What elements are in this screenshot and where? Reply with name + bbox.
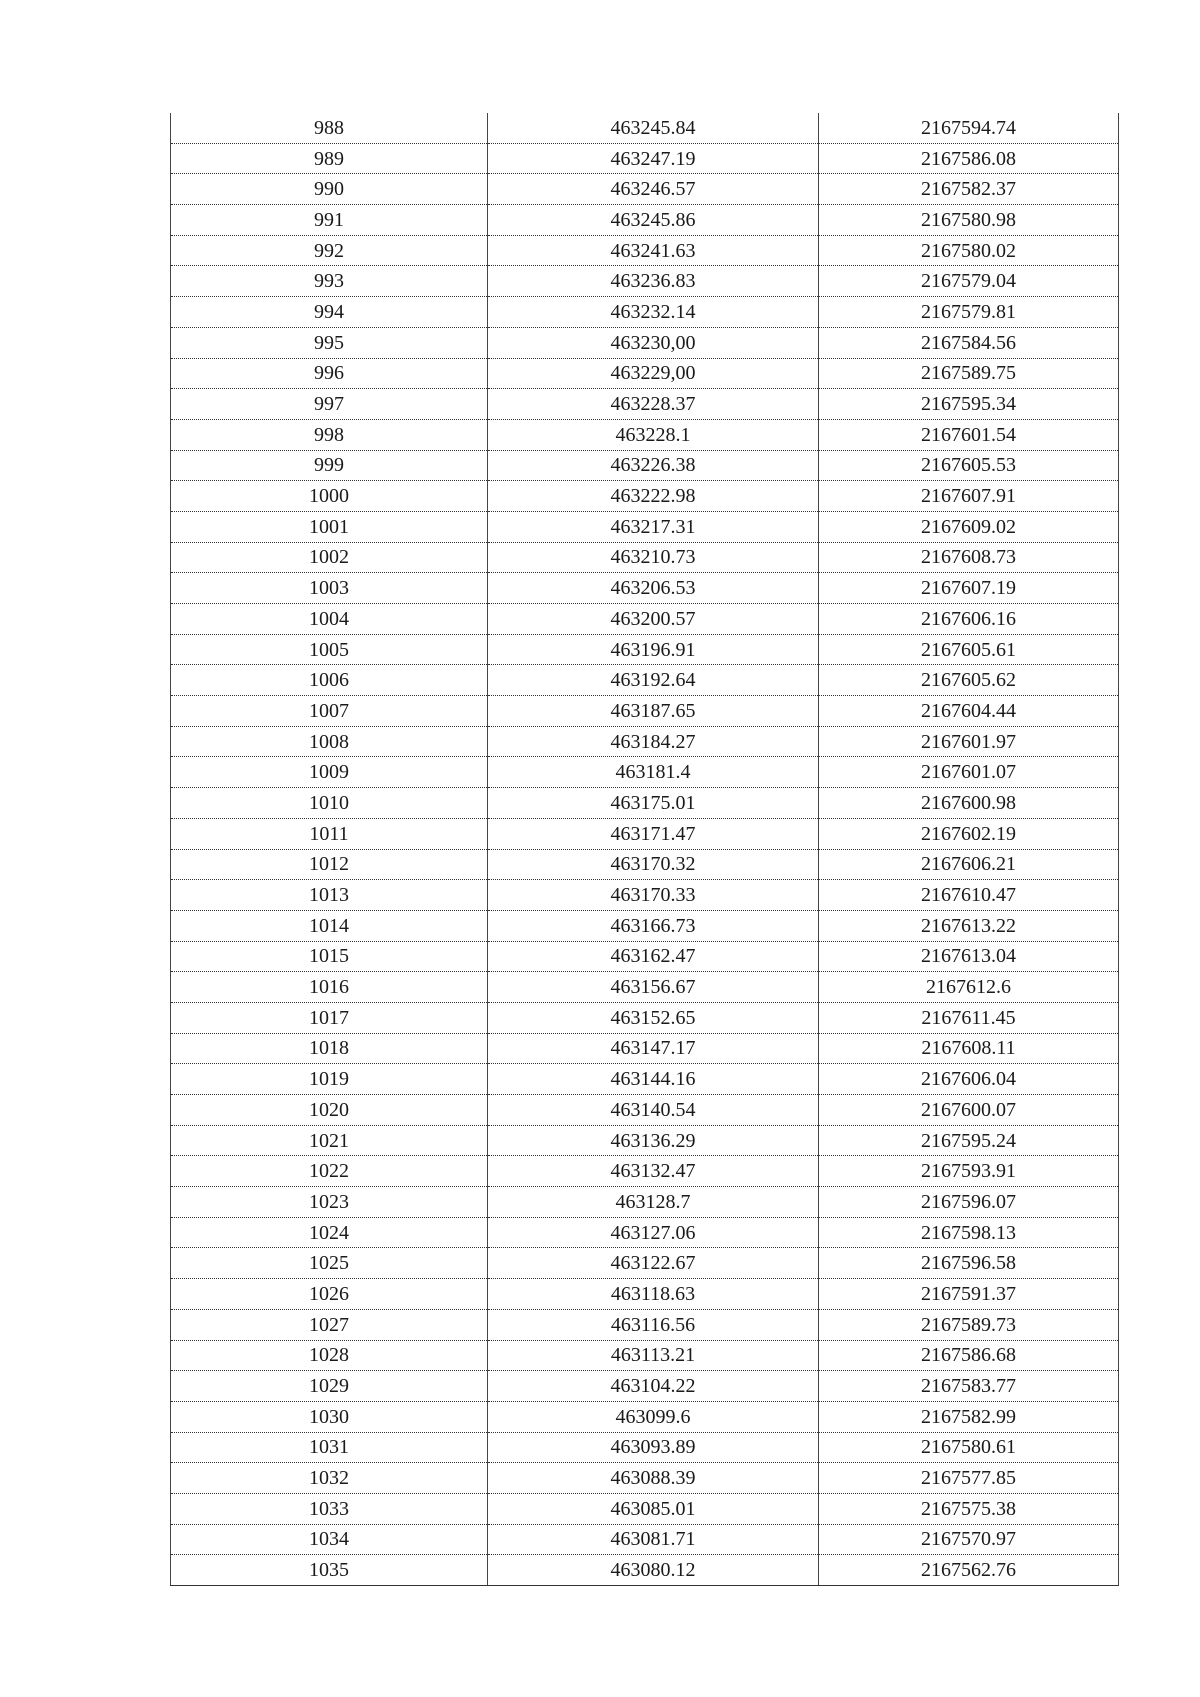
table-row [171,1401,1119,1432]
x-coordinate-cell: 463118.63 [488,1279,819,1310]
y-coordinate-cell: 2167582.37 [819,174,1119,205]
table-row [171,1187,1119,1218]
y-coordinate-cell: 2167594.74 [819,113,1119,143]
point-number-cell: 1027 [171,1309,488,1340]
table-row [171,1493,1119,1524]
y-coordinate-cell: 2167600.98 [819,788,1119,819]
x-coordinate-cell: 463116.56 [488,1309,819,1340]
table-row [171,450,1119,481]
table-row [171,1463,1119,1494]
table-row [171,849,1119,880]
x-coordinate-cell: 463104.22 [488,1371,819,1402]
y-coordinate-cell: 2167611.45 [819,1002,1119,1033]
point-number-cell: 995 [171,327,488,358]
y-coordinate-cell: 2167579.81 [819,297,1119,328]
table-row [171,143,1119,174]
point-number-cell: 1032 [171,1463,488,1494]
table-row [171,1125,1119,1156]
table-row [171,266,1119,297]
table-row [171,880,1119,911]
y-coordinate-cell: 2167613.22 [819,910,1119,941]
table-row [171,665,1119,696]
x-coordinate-cell: 463200.57 [488,604,819,635]
x-coordinate-cell: 463147.17 [488,1033,819,1064]
table-row [171,696,1119,727]
x-coordinate-cell: 463226.38 [488,450,819,481]
table-row [171,634,1119,665]
point-number-cell: 1006 [171,665,488,696]
x-coordinate-cell: 463210.73 [488,542,819,573]
x-coordinate-cell: 463152.65 [488,1002,819,1033]
x-coordinate-cell: 463136.29 [488,1125,819,1156]
point-number-cell: 1018 [171,1033,488,1064]
point-number-cell: 1021 [171,1125,488,1156]
x-coordinate-cell: 463132.47 [488,1156,819,1187]
y-coordinate-cell: 2167601.07 [819,757,1119,788]
table-row [171,1095,1119,1126]
y-coordinate-cell: 2167605.53 [819,450,1119,481]
table-row [171,1279,1119,1310]
point-number-cell: 999 [171,450,488,481]
x-coordinate-cell: 463140.54 [488,1095,819,1126]
point-number-cell: 1008 [171,726,488,757]
point-number-cell: 1024 [171,1217,488,1248]
point-number-cell: 996 [171,358,488,389]
y-coordinate-cell: 2167601.54 [819,419,1119,450]
table-row [171,1002,1119,1033]
x-coordinate-cell: 463230,00 [488,327,819,358]
x-coordinate-cell: 463085.01 [488,1493,819,1524]
point-number-cell: 990 [171,174,488,205]
y-coordinate-cell: 2167580.61 [819,1432,1119,1463]
y-coordinate-cell: 2167595.34 [819,389,1119,420]
x-coordinate-cell: 463144.16 [488,1064,819,1095]
x-coordinate-cell: 463171.47 [488,818,819,849]
y-coordinate-cell: 2167600.07 [819,1095,1119,1126]
point-number-cell: 1029 [171,1371,488,1402]
point-number-cell: 1026 [171,1279,488,1310]
y-coordinate-cell: 2167595.24 [819,1125,1119,1156]
table-row [171,1432,1119,1463]
x-coordinate-cell: 463192.64 [488,665,819,696]
point-number-cell: 1016 [171,972,488,1003]
table-row [171,389,1119,420]
point-number-cell: 994 [171,297,488,328]
y-coordinate-cell: 2167606.21 [819,849,1119,880]
y-coordinate-cell: 2167604.44 [819,696,1119,727]
x-coordinate-cell: 463099.6 [488,1401,819,1432]
table-row [171,205,1119,236]
table-row [171,113,1119,143]
point-number-cell: 992 [171,235,488,266]
table-row [171,1371,1119,1402]
x-coordinate-cell: 463246.57 [488,174,819,205]
point-number-cell: 1012 [171,849,488,880]
x-coordinate-cell: 463229,00 [488,358,819,389]
coordinates-table [170,113,1119,1586]
y-coordinate-cell: 2167610.47 [819,880,1119,911]
y-coordinate-cell: 2167608.11 [819,1033,1119,1064]
point-number-cell: 998 [171,419,488,450]
x-coordinate-cell: 463166.73 [488,910,819,941]
table-row [171,604,1119,635]
table-row [171,573,1119,604]
point-number-cell: 1022 [171,1156,488,1187]
y-coordinate-cell: 2167601.97 [819,726,1119,757]
x-coordinate-cell: 463222.98 [488,481,819,512]
y-coordinate-cell: 2167612.6 [819,972,1119,1003]
point-number-cell: 1017 [171,1002,488,1033]
y-coordinate-cell: 2167580.98 [819,205,1119,236]
x-coordinate-cell: 463196.91 [488,634,819,665]
x-coordinate-cell: 463081.71 [488,1524,819,1555]
y-coordinate-cell: 2167577.85 [819,1463,1119,1494]
x-coordinate-cell: 463217.31 [488,511,819,542]
point-number-cell: 1025 [171,1248,488,1279]
x-coordinate-cell: 463170.33 [488,880,819,911]
point-number-cell: 1035 [171,1555,488,1586]
point-number-cell: 1023 [171,1187,488,1218]
table-row [171,419,1119,450]
x-coordinate-cell: 463236.83 [488,266,819,297]
point-number-cell: 991 [171,205,488,236]
point-number-cell: 1004 [171,604,488,635]
y-coordinate-cell: 2167607.19 [819,573,1119,604]
table-row [171,1248,1119,1279]
y-coordinate-cell: 2167593.91 [819,1156,1119,1187]
point-number-cell: 1009 [171,757,488,788]
x-coordinate-cell: 463156.67 [488,972,819,1003]
point-number-cell: 1001 [171,511,488,542]
point-number-cell: 988 [171,113,488,143]
table-row [171,1064,1119,1095]
point-number-cell: 1007 [171,696,488,727]
point-number-cell: 1033 [171,1493,488,1524]
point-number-cell: 997 [171,389,488,420]
y-coordinate-cell: 2167583.77 [819,1371,1119,1402]
table-row [171,327,1119,358]
point-number-cell: 1002 [171,542,488,573]
table-row [171,941,1119,972]
y-coordinate-cell: 2167605.61 [819,634,1119,665]
y-coordinate-cell: 2167584.56 [819,327,1119,358]
table-row [171,1309,1119,1340]
x-coordinate-cell: 463127.06 [488,1217,819,1248]
table-row [171,972,1119,1003]
x-coordinate-cell: 463093.89 [488,1432,819,1463]
table-row [171,235,1119,266]
point-number-cell: 993 [171,266,488,297]
x-coordinate-cell: 463162.47 [488,941,819,972]
x-coordinate-cell: 463245.84 [488,113,819,143]
y-coordinate-cell: 2167606.16 [819,604,1119,635]
table-row [171,910,1119,941]
x-coordinate-cell: 463241.63 [488,235,819,266]
x-coordinate-cell: 463088.39 [488,1463,819,1494]
table-row [171,511,1119,542]
point-number-cell: 1030 [171,1401,488,1432]
table-row [171,1217,1119,1248]
y-coordinate-cell: 2167586.68 [819,1340,1119,1371]
x-coordinate-cell: 463175.01 [488,788,819,819]
x-coordinate-cell: 463228.37 [488,389,819,420]
point-number-cell: 1011 [171,818,488,849]
table-row [171,757,1119,788]
y-coordinate-cell: 2167609.02 [819,511,1119,542]
table-row [171,1555,1119,1586]
x-coordinate-cell: 463080.12 [488,1555,819,1586]
point-number-cell: 1013 [171,880,488,911]
point-number-cell: 1019 [171,1064,488,1095]
y-coordinate-cell: 2167586.08 [819,143,1119,174]
y-coordinate-cell: 2167589.73 [819,1309,1119,1340]
y-coordinate-cell: 2167575.38 [819,1493,1119,1524]
point-number-cell: 1031 [171,1432,488,1463]
y-coordinate-cell: 2167562.76 [819,1555,1119,1586]
table-row [171,818,1119,849]
x-coordinate-cell: 463181.4 [488,757,819,788]
y-coordinate-cell: 2167596.07 [819,1187,1119,1218]
y-coordinate-cell: 2167607.91 [819,481,1119,512]
y-coordinate-cell: 2167608.73 [819,542,1119,573]
y-coordinate-cell: 2167613.04 [819,941,1119,972]
x-coordinate-cell: 463232.14 [488,297,819,328]
table-row [171,788,1119,819]
point-number-cell: 1034 [171,1524,488,1555]
y-coordinate-cell: 2167605.62 [819,665,1119,696]
x-coordinate-cell: 463247.19 [488,143,819,174]
x-coordinate-cell: 463113.21 [488,1340,819,1371]
point-number-cell: 989 [171,143,488,174]
x-coordinate-cell: 463184.27 [488,726,819,757]
table-row [171,481,1119,512]
point-number-cell: 1010 [171,788,488,819]
table-row [171,1156,1119,1187]
table-row [171,1340,1119,1371]
table-row [171,542,1119,573]
x-coordinate-cell: 463122.67 [488,1248,819,1279]
point-number-cell: 1014 [171,910,488,941]
table-row [171,1033,1119,1064]
table-row [171,1524,1119,1555]
point-number-cell: 1005 [171,634,488,665]
y-coordinate-cell: 2167602.19 [819,818,1119,849]
point-number-cell: 1028 [171,1340,488,1371]
point-number-cell: 1003 [171,573,488,604]
x-coordinate-cell: 463128.7 [488,1187,819,1218]
x-coordinate-cell: 463245.86 [488,205,819,236]
y-coordinate-cell: 2167582.99 [819,1401,1119,1432]
point-number-cell: 1000 [171,481,488,512]
y-coordinate-cell: 2167598.13 [819,1217,1119,1248]
table-row [171,174,1119,205]
y-coordinate-cell: 2167570.97 [819,1524,1119,1555]
x-coordinate-cell: 463228.1 [488,419,819,450]
y-coordinate-cell: 2167606.04 [819,1064,1119,1095]
table-row [171,358,1119,389]
coordinates-table-body [171,113,1119,1586]
table-row [171,726,1119,757]
x-coordinate-cell: 463170.32 [488,849,819,880]
y-coordinate-cell: 2167580.02 [819,235,1119,266]
y-coordinate-cell: 2167591.37 [819,1279,1119,1310]
y-coordinate-cell: 2167579.04 [819,266,1119,297]
table-row [171,297,1119,328]
x-coordinate-cell: 463187.65 [488,696,819,727]
point-number-cell: 1015 [171,941,488,972]
x-coordinate-cell: 463206.53 [488,573,819,604]
y-coordinate-cell: 2167589.75 [819,358,1119,389]
point-number-cell: 1020 [171,1095,488,1126]
y-coordinate-cell: 2167596.58 [819,1248,1119,1279]
